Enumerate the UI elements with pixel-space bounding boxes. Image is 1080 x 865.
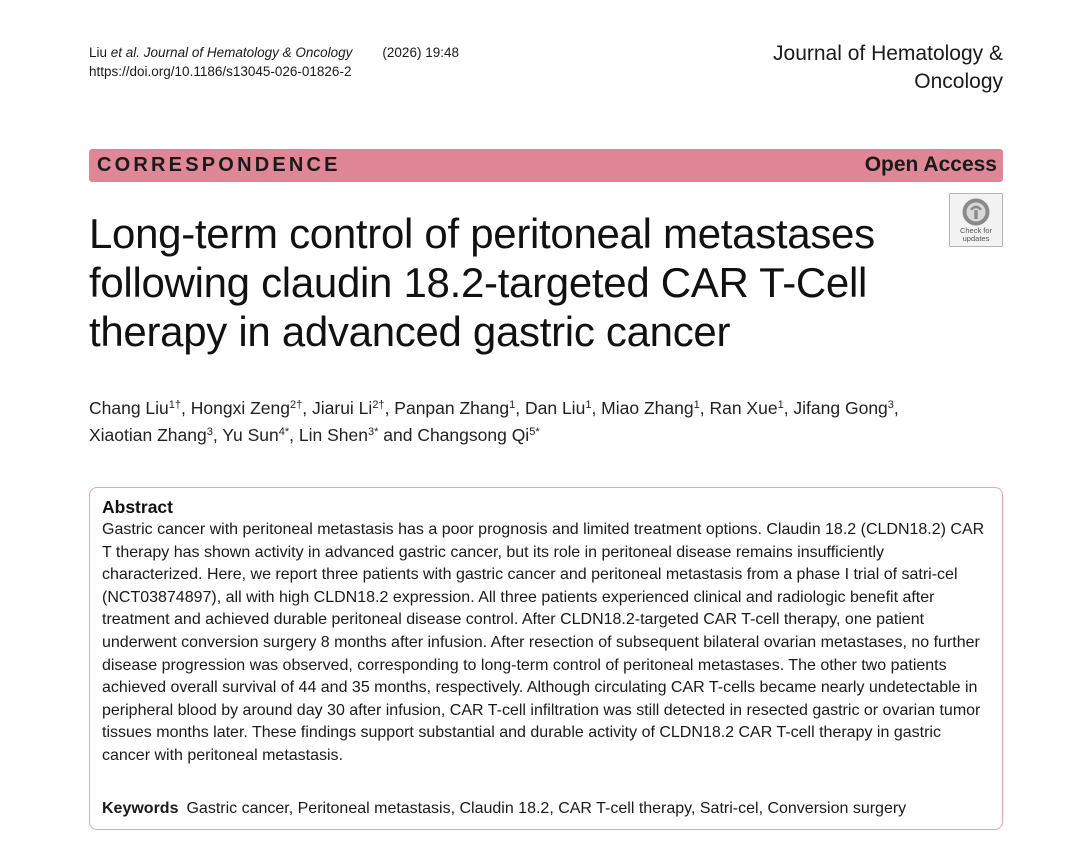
check-for-updates-label: Check for updates bbox=[959, 226, 993, 243]
keywords-list: Gastric cancer, Peritoneal metastasis, Claudin 18.2, CAR T-cell therapy, Satri-cel, Conversion surgery bbox=[186, 800, 907, 817]
journal-name bbox=[773, 40, 1003, 96]
author-affiliation-marker: 3* bbox=[367, 426, 379, 438]
abstract-text: Gastric cancer with peritoneal metastasis has a poor prognosis and limited treatment options. Claudin 18.2 (CLDN18.2) CAR T therapy has shown activity in advanced gastric cancer, but its role in peritoneal disease remains insufficiently characterized. Here, we report three patients with gastric cancer and peritoneal metastasis from a phase I trial of satri-cel (NCT03874897), all with high CLDN18.2 expression. All three patients experienced clinical and radiologic benefit after treatment and achieved durable peritoneal disease control. After CLDN18.2-targeted CAR T-cell therapy, one patient underwent conversion surgery 8 months after infusion. After resection of subsequent bilateral ovarian metastases, no further disease progression was observed, corresponding to long-term control of peritoneal metastases. The other two patients achieved overall survival of 44 and 35 months, respectively. Although circulating CAR T-cells became nearly undetectable in peripheral blood by around day 30 after infusion, CAR T-cell infiltration was still detected in resected gastric or ovarian tumor tissues months later. These findings support substantial and durable activity of CLDN18.2 CAR T-cell therapy in gastric cancer with peritoneal metastasis. bbox=[102, 521, 985, 764]
doi-link[interactable]: https://doi.org/10.1186/s13045-026-01826-2 bbox=[89, 64, 352, 79]
author-name[interactable]: Chang Liu bbox=[89, 398, 169, 418]
author-affiliation-marker: 1 bbox=[777, 399, 784, 411]
author-name[interactable]: Hongxi Zeng bbox=[190, 398, 291, 418]
author-affiliation-marker: 2† bbox=[290, 399, 303, 411]
author-name[interactable]: Dan Liu bbox=[524, 398, 586, 418]
author-affiliation-marker: 1 bbox=[585, 399, 592, 411]
check-for-updates-badge[interactable] bbox=[949, 193, 1003, 247]
author-name[interactable]: Jiarui Li bbox=[312, 398, 373, 418]
author-name[interactable]: Changsong Qi bbox=[417, 425, 530, 445]
article-title: Long-term control of peritoneal metastases following claudin 18.2-targeted CAR T-Cell therapy in advanced gastric cancer bbox=[89, 210, 875, 355]
author-affiliation-marker: 1† bbox=[168, 399, 182, 411]
citation-year: (2026) 19:48 bbox=[382, 45, 459, 60]
abstract-box bbox=[89, 487, 1003, 830]
author-name[interactable]: Xiaotian Zhang bbox=[89, 425, 207, 445]
author-affiliation-marker: 5* bbox=[529, 426, 540, 438]
author-affiliation-marker: 2† bbox=[372, 399, 385, 411]
author-affiliation-marker: 3 bbox=[887, 399, 894, 411]
author-name[interactable]: Yu Sun bbox=[222, 425, 279, 445]
author-affiliation-marker: 1 bbox=[509, 399, 516, 411]
article-type-banner bbox=[89, 149, 1003, 182]
author-name[interactable]: Ran Xue bbox=[709, 398, 778, 418]
author-name[interactable]: Lin Shen bbox=[298, 425, 368, 445]
citation-author: Liu bbox=[89, 45, 111, 60]
author-affiliation-marker: 1 bbox=[693, 399, 700, 411]
author-name[interactable]: Panpan Zhang bbox=[394, 398, 510, 418]
author-affiliation-marker: 4* bbox=[278, 426, 290, 438]
journal-name-line2: Oncology bbox=[914, 70, 1003, 93]
citation-line bbox=[89, 43, 459, 62]
abstract-heading: Abstract bbox=[102, 497, 173, 517]
author-name[interactable]: Miao Zhang bbox=[601, 398, 694, 418]
article-type-label: CORRESPONDENCE bbox=[97, 154, 341, 176]
journal-name-line1: Journal of Hematology & bbox=[773, 42, 1003, 65]
author-affiliation-marker: 3 bbox=[206, 426, 213, 438]
keywords-label: Keywords bbox=[102, 800, 179, 817]
keywords-line bbox=[102, 798, 987, 820]
open-access-label: Open Access bbox=[864, 153, 997, 176]
citation-journal: et al. Journal of Hematology & Oncology bbox=[110, 45, 353, 60]
author-name[interactable]: Jifang Gong bbox=[793, 398, 888, 418]
citation-header bbox=[89, 43, 459, 81]
check-for-updates-icon bbox=[950, 197, 1002, 227]
author-list: Chang Liu$^{1\dagger}$, Hongxi Zeng$^{2\dagger}$, Jiarui $Li^{2\dagger}$, Panpan Zhang$^1$, Dan Liu$^1$, Miao Zhang$^1$, Ran Xue$^1$, Jifang Gong$^3$, Xiaotian Zhang$^3$, Yu Sun$^{4*}$, Lin Shen$^{3*}$ and Changsong $Qi^{5*}$ bbox=[89, 398, 899, 445]
